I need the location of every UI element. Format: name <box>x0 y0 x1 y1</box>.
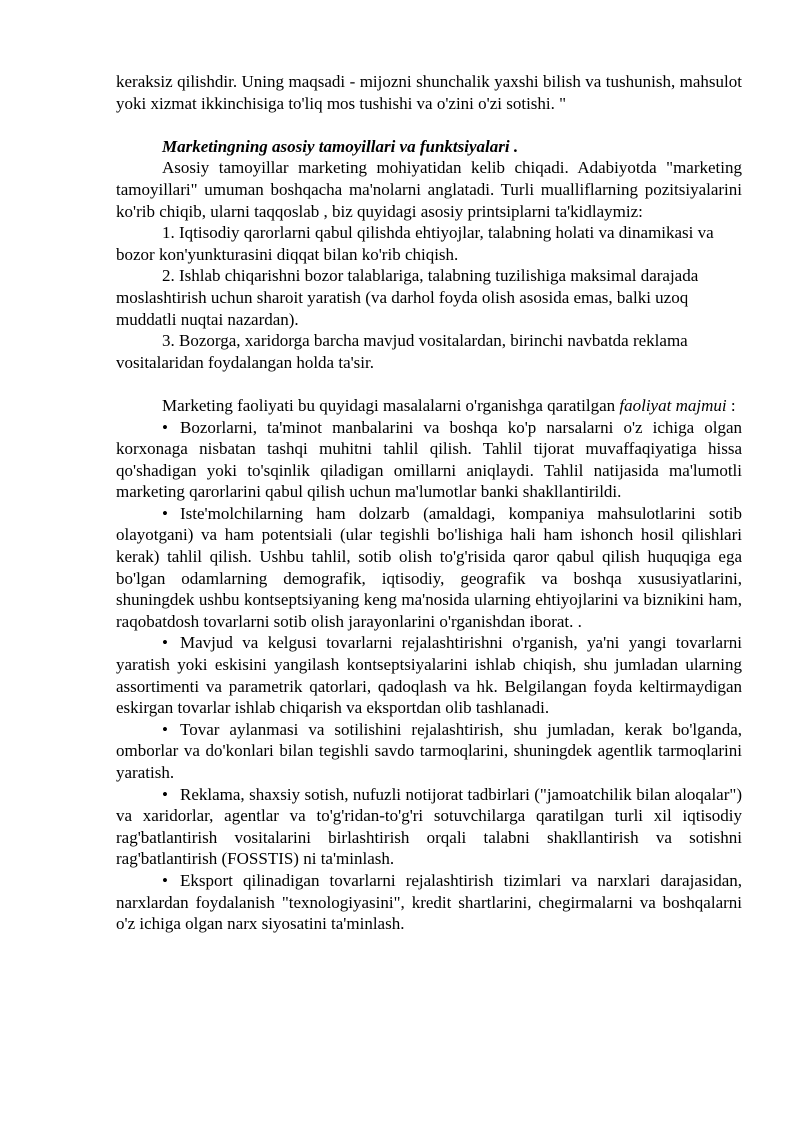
activity-bullet-item <box>116 417 742 503</box>
bullet-text: Reklama, shaxsiy sotish, nufuzli notijorat tadbirlari ("jamoatchilik bilan aloqalar") va xaridorlar, agentlar va to'g'ridan-to'g'ri sotuvchilarga qaratilgan turli xil iqtisodiy rag'batlantirish vositalarini birlashtirish orqali talabni shakllantirish va sotishni rag'batlantirish (FOSSTIS) ni ta'minlash. <box>116 784 742 869</box>
bullet-text: Iste'molchilarning ham dolzarb (amaldagi, kompaniya mahsulotlarini sotib olayotgani) va ham potentsiali (ular tegishli bo'lishiga hali ham ishonch hosil qilishlari kerak) tahlil qilish. Ushbu tahlil, sotib olish to'g'risida qaror qabul qilish huquqiga ega bo'lgan odamlarning demografik, iqtisodiy, geografik va boshqa xususiyatlarini, shuningdek ushbu kontseptsiyaning keng ma'nosida ularning ehtiyojlarini va biznikini ham, raqobatdosh tovarlarni sotib olish jarayonlarini o'rganishdan iborat. . <box>116 503 742 631</box>
bullet-icon: • <box>162 870 168 890</box>
bullet-text: Tovar aylanmasi va sotilishini rejalashtirish, shu jumladan, kerak bo'lganda, omborlar va do'konlari bilan tegishli savdo tarmoqlarini, shuningdek agentlik tarmoqlarini yaratish. <box>116 719 742 782</box>
bullet-icon: • <box>162 633 168 653</box>
principles-intro-paragraph: Asosiy tamoyillar marketing mohiyatidan kelib chiqadi. Adabiyotda "marketing tamoyillari" umuman boshqacha ma'nolarni anglatadi. Turli mualliflarning pozitsiyalarini ko'rib chiqib, ularni taqqoslab , biz quyidagi asosiy printsiplarni ta'kidlaymiz: <box>116 158 742 221</box>
activity-bullet-item <box>116 632 742 718</box>
activity-intro-text: Marketing faoliyati bu quyidagi masalalarni o'rganishga qaratilgan <box>162 395 620 415</box>
bullet-icon: • <box>162 719 168 739</box>
bullet-text: Bozorlarni, ta'minot manbalarini va boshqa ko'p narsalarni o'z ichiga olgan korxonaga nisbatan tashqi muhitni tahlil qilish. Tahlil tijorat muvaffaqiyatiga hissa qo'shadigan yoki to'sqinlik qiladigan omillarni aniqlaydi. Tahlil natijasida ma'lumotli marketing qarorlarini qabul qilish uchun ma'lumotlar banki shakllantirildi. <box>116 417 742 502</box>
activity-intro-paragraph <box>116 395 742 417</box>
activity-intro-end: : <box>726 395 736 415</box>
intro-paragraph: keraksiz qilishdir. Uning maqsadi - mijozni shunchalik yaxshi bilish va tushunish, mahsulot yoki xizmat ikkinchisiga to'liq mos tushishi va o'zini o'zi sotishi. " <box>116 72 742 113</box>
activity-intro-emphasis: faoliyat majmui <box>619 395 727 415</box>
principle-item: 2. Ishlab chiqarishni bozor talablariga, talabning tuzilishiga maksimal darajada moslashtirish uchun sharoit yaratish (va darhol foyda olish asosida emas, balki uzoq muddatli nuqtai nazardan). <box>116 266 699 329</box>
bullet-icon: • <box>162 503 168 523</box>
activity-bullet-item <box>116 870 742 935</box>
activity-bullet-item <box>116 784 742 870</box>
spacer <box>116 373 742 395</box>
activity-bullet-item <box>116 719 742 784</box>
bullet-icon: • <box>162 417 168 437</box>
principle-item: 3. Bozorga, xaridorga barcha mavjud vositalardan, birinchi navbatda reklama vositalaridan foydalangan holda ta'sir. <box>116 331 688 372</box>
bullet-text: Eksport qilinadigan tovarlarni rejalashtirish tizimlari va narxlari darajasidan, narxlardan foydalanish "texnologiyasini", kredit shartlarini, chegirmalarni va boshqalarni o'z ichiga olgan narx siyosatini ta'minlash. <box>116 870 742 934</box>
principle-item: 1. Iqtisodiy qarorlarni qabul qilishda ehtiyojlar, talabning holati va dinamikasi va bozor kon'yunkturasini diqqat bilan ko'rib chiqish. <box>116 223 714 264</box>
bullet-text: Mavjud va kelgusi tovarlarni rejalashtirishni o'rganish, ya'ni yangi tovarlarni yaratish yoki eskisini yangilash kontseptsiyalarini ishlab chiqish, shu jumladan ularning assortimenti va parametrik qatorlari, qadoqlash va hk. Belgilangan foyda keltirmaydigan eskirgan tovarlar ishlab chiqarish va eksportdan olib tashlanadi. <box>116 633 742 718</box>
bullet-icon: • <box>162 784 168 804</box>
section-heading: Marketingning asosiy tamoyillari va funktsiyalari . <box>162 136 519 156</box>
activity-bullet-item <box>116 503 742 633</box>
spacer <box>116 114 742 136</box>
